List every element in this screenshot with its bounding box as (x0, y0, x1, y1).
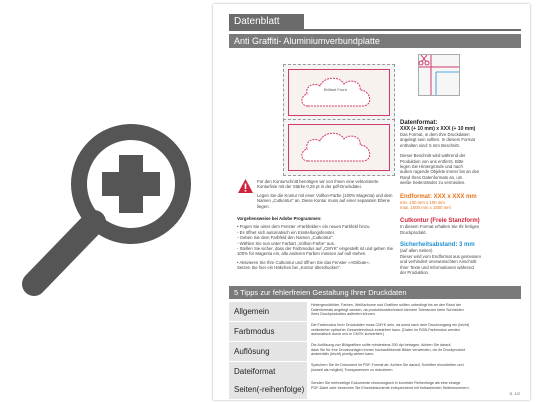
layout-diagram-front (283, 64, 395, 121)
data-format-line: Das Format, in dem Ihre Druckdaten (400, 132, 470, 137)
tip-text: Hintergrundbilder, Farben, Weißaräume und Grafiken sollten unbedingt bis an den Rand der Datenformats angelegt werden, da produktionstechnisch kleinere Toleranzen beim Schneiden Ihres Druckproduktes auftreten können. (311, 303, 464, 317)
tip-label: Dateiformat (229, 362, 307, 381)
tip-text: Die Farbmodus Ihrer Druckdaten muss CMYK sein, da sonst nach dem Druckvorgang ein (leicht) veränderter optischer Gesamteindruck entstehen kann. (Daten im RGB-Farbmodus werden automatisch durch uns in CMYK konvertiert.) (311, 323, 470, 337)
diagram-label: Brillant Front (324, 87, 347, 92)
page-number: S. 1/2 (509, 391, 520, 396)
cloud-shape-icon (298, 129, 378, 165)
bleed-note: weiße Seitenränder zu vermeiden. (400, 180, 466, 186)
tip-label: Seiten(-reihenfolge) (229, 380, 307, 399)
bleed-note: Rand Ihres Datenformats an, um (400, 174, 463, 180)
product-title: Anti Graffiti- Aluminiumverbundplatte (229, 34, 521, 48)
procedure-text: Vorgehensweise bei Adobe Programmen: • Fügen Sie unter dem Fenster »Farbfelder« ein neues Farbfeld hinzu. - Es öffnet sich automatisch ein Einstellungsfenster. - Geben Sie dem Farbfeld den Namen „Cutkontur“. - Wählen Sie nun unter Farbart „Vollton-Farbe“ aus. - Stellen Sie sicher, dass der Farbmodus auf „CMYK“ eingestellt ist und geben Sie 100% für Magenta ein, alle anderen Farben müssen auf null stehen. • Aktivieren Sie Ihre Cutkontur und öffnen Sie das Fenster »Attribute«. Setzen Sie hier ein Häkchen bei „Kontur überdrucken“. (237, 216, 397, 271)
safety-line: und verhindert unerwünschten Anschnitt (400, 259, 477, 265)
tip-label: Farbmodus (229, 322, 307, 341)
cutcontour-line: In diesem Format erhalten Sie Ihr fertiges (400, 224, 480, 230)
safety-title: Sicherheitsabstand: 3 mm (400, 242, 475, 249)
bleed-note: außen ragende Objekte immer bis an den (400, 169, 480, 175)
tip-row (229, 380, 521, 400)
endformat-title: Endformat: XXX x XXX mm (400, 193, 477, 200)
endformat-max: max. 1000 mm x 1500 mm (400, 205, 451, 211)
sheet-header: Datenblatt (229, 14, 304, 29)
safety-line: (auf allen Seiten) (400, 248, 433, 254)
tips-title: 5 Tipps zur fehlerfreien Gestaltung Ihrer Druckdaten (229, 286, 521, 299)
tip-label: Auflösung (229, 342, 307, 361)
data-format-title: Datenformat: (400, 120, 438, 126)
data-format-value: XXX (+ 10 mm) x XXX (+ 10 mm) (400, 126, 476, 132)
tip-row (229, 302, 521, 322)
data-format-line: angelegt sein sollten. In diesem Format (400, 137, 475, 143)
tip-text: Die Auflösung von Bildgrafiken sollte mindestens 300 dpi betragen. Achten Sie darauf, dass Sie für Ihre Druckvorlagen immer hochauflösende Bilder verwenden, da Ihr Druckprodukt andernfalls (leicht) pixelig wirken kann. (311, 343, 465, 357)
tip-label: Allgemein (229, 302, 307, 321)
bleed-note: legen Sie Hintergründe und nach (400, 164, 463, 170)
warning-icon (237, 178, 254, 194)
header-rule (229, 29, 521, 31)
safety-line: Dieser wird vom Endformat aus gemessen (400, 253, 481, 259)
tip-text: Senden Sie mehrseitige Dokumente chronologisch in korrekter Reihenfolge als eine einzige PDF-Datei oder benennen Sie Einzeldokumente entsprechend mit fortlaufenden Seitennummern. (311, 381, 470, 390)
datasheet-page (213, 4, 530, 400)
scissors-icon (418, 54, 430, 66)
bleed-note: Dieser Beschnitt wird während der (400, 153, 466, 159)
safety-line: der Produktion. (400, 269, 430, 275)
cutcontour-title: Cutkontur (Freie Stanzform) (400, 218, 480, 225)
spec-column (400, 54, 522, 275)
data-format-line: enthalten sind: 5 mm Beschnitt. (400, 142, 460, 148)
procedure-title: Vorgehensweise bei Adobe Programmen: (237, 216, 322, 221)
endformat-min: min. 100 mm x 100 mm (400, 199, 445, 205)
zoom-in-icon[interactable] (12, 100, 222, 320)
tip-row (229, 362, 521, 382)
tip-row (229, 322, 521, 342)
warning-text: Für den Konturschnitt benötigen wir von Ihnen eine vektorisierte Konturlinie mit der Stärke 0,25 pt in der pdf-Druckdatei. Legen Sie die Kontur mit einer Vollton-Farbe (100% Magenta) und dem Namen „Cutkontur“ an. Diese Kontur muss auf einer separaten Ebene liegen. (257, 179, 393, 209)
cutcontour-line: Druckprodukt. (400, 229, 427, 235)
layout-diagram-back (283, 119, 395, 176)
cloud-shape-icon (298, 74, 378, 110)
safety-line: Ihrer Texte und Informationen während (400, 264, 474, 270)
corner-detail (418, 54, 460, 96)
bleed-note: Produktion von uns entfernt. Bitte (400, 158, 464, 164)
tip-text: Speichern Sie Ihr Dokument im PDF-Format ab. Achten Sie darauf, Schriften einzubetten und (soweit als möglich) Transparenzen zu reduzieren. (311, 363, 464, 372)
tip-row (229, 342, 521, 362)
